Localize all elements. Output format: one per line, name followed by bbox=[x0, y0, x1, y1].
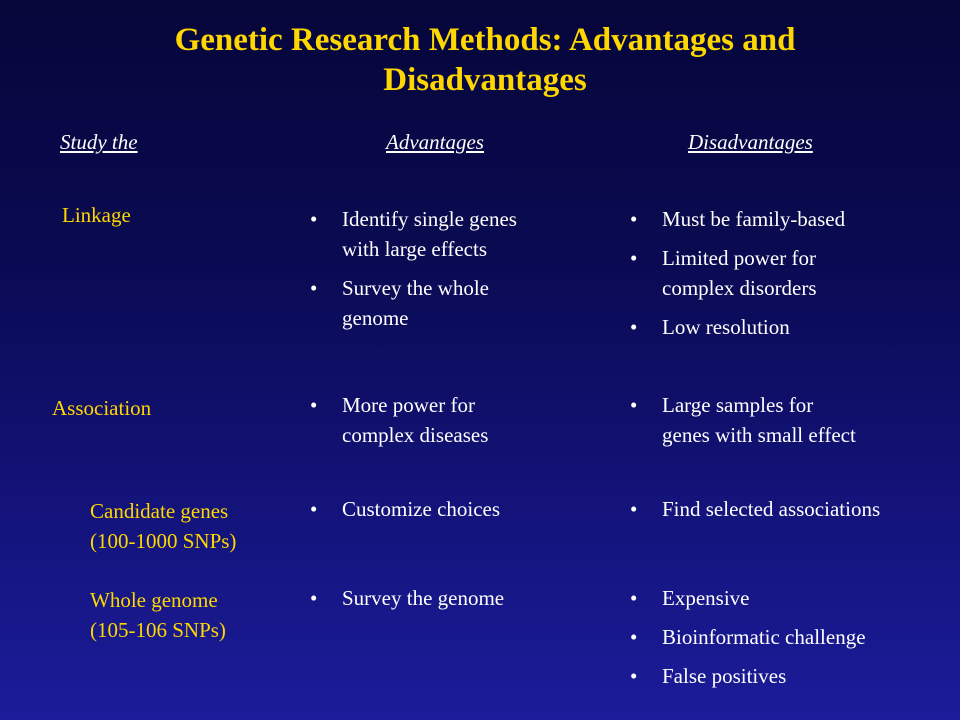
bullet-item bbox=[310, 390, 590, 450]
bullet-item bbox=[630, 622, 950, 652]
row-label-association-text: Association bbox=[52, 396, 152, 420]
bullet-item bbox=[630, 583, 950, 613]
bullet-text-line: complex disorders bbox=[662, 276, 817, 300]
row-label-whole-genome bbox=[90, 585, 226, 645]
bullet-text-line: • False positives bbox=[662, 664, 787, 688]
whole-disadvantages-list bbox=[630, 583, 950, 700]
bullet-item bbox=[630, 243, 950, 303]
association-disadvantages-list bbox=[630, 390, 950, 459]
bullet-text-line: • Identify single genes bbox=[342, 207, 517, 231]
bullet-item bbox=[310, 583, 590, 613]
row-label-candidate-line2: (100-1000 SNPs) bbox=[90, 529, 237, 553]
header-advantages: Advantages bbox=[386, 130, 484, 154]
header-study: Study the bbox=[60, 130, 138, 154]
row-label-linkage-text: Linkage bbox=[62, 203, 131, 227]
row-label-linkage bbox=[62, 200, 131, 230]
row-label-whole-line2: (105-106 SNPs) bbox=[90, 618, 226, 642]
bullet-text-line: • Must be family-based bbox=[662, 207, 846, 231]
row-label-candidate-genes bbox=[90, 496, 236, 556]
association-advantages-list bbox=[310, 390, 590, 459]
slide-title bbox=[60, 20, 910, 100]
candidate-disadvantages-list bbox=[630, 494, 955, 533]
slide-title-line2: Disadvantages bbox=[383, 62, 587, 98]
row-label-candidate-line1: Candidate genes bbox=[90, 499, 229, 523]
bullet-item bbox=[630, 204, 950, 234]
bullet-text-line: with large effects bbox=[342, 237, 488, 261]
whole-advantages-list bbox=[310, 583, 590, 622]
header-disadvantages: Disadvantages bbox=[688, 130, 813, 154]
bullet-item bbox=[310, 273, 590, 333]
bullet-text-line: • Find selected associations bbox=[662, 497, 881, 521]
bullet-item bbox=[630, 661, 950, 691]
row-label-whole-line1: Whole genome bbox=[90, 588, 218, 612]
bullet-item bbox=[630, 312, 950, 342]
bullet-text-line: • Survey the genome bbox=[342, 586, 505, 610]
slide-title-line1: Genetic Research Methods: Advantages and bbox=[174, 22, 796, 58]
bullet-item bbox=[310, 494, 590, 524]
bullet-item bbox=[630, 390, 950, 450]
bullet-text-line: • Large samples for bbox=[662, 393, 814, 417]
bullet-text-line: • Survey the whole bbox=[342, 276, 489, 300]
bullet-text-line: • Low resolution bbox=[662, 315, 790, 339]
row-label-association bbox=[52, 393, 151, 423]
bullet-item bbox=[630, 494, 955, 524]
bullet-text-line: • Limited power for bbox=[662, 246, 816, 270]
bullet-text-line: genes with small effect bbox=[662, 423, 856, 447]
bullet-text-line: • Expensive bbox=[662, 586, 750, 610]
bullet-item bbox=[310, 204, 590, 264]
bullet-text-line: • More power for bbox=[342, 393, 475, 417]
bullet-text-line: genome bbox=[342, 306, 409, 330]
bullet-text-line: • Bioinformatic challenge bbox=[662, 625, 866, 649]
bullet-text-line: • Customize choices bbox=[342, 497, 501, 521]
bullet-text-line: complex diseases bbox=[342, 423, 489, 447]
linkage-advantages-list bbox=[310, 204, 590, 342]
linkage-disadvantages-list bbox=[630, 204, 950, 351]
candidate-advantages-list bbox=[310, 494, 590, 533]
